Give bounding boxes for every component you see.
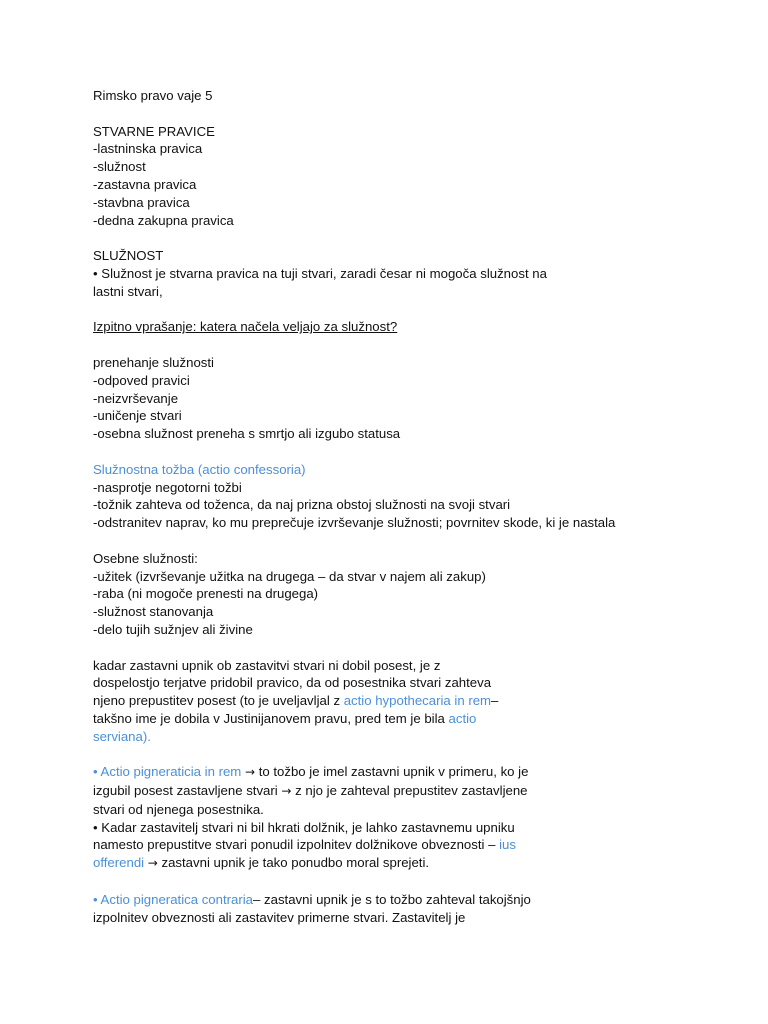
paragraph-line: • Služnost je stvarna pravica na tuji stvari, zaradi česar ni mogoča služnost na [93,265,547,281]
list-item: -raba (ni mogoče prenesti na drugega) [93,586,319,602]
paragraph-line: • Kadar zastavitelj stvari ni bil hkrati dolžnik, je lahko zastavnemu upniku [93,819,515,835]
text-run: takšno ime je dobila v Justinijanovem pravu, pred tem je bila [93,710,449,726]
paragraph-line: lastni stvari, [93,283,163,299]
list-item: -služnost stanovanja [93,604,214,620]
document-title: Rimsko pravo vaje 5 [93,88,213,103]
term-actio-hypothecaria: actio hypothecaria in rem [343,693,492,709]
paragraph-line: izpolnitev obveznosti ali zastavitev primerne stvari. Zastavitelj je [93,909,466,925]
paragraph-line [93,710,693,728]
spacer [93,229,693,247]
section-heading-sluznost: SLUŽNOST [93,248,164,264]
text-run: z njo je zahteval prepustitev zastavljene [291,783,528,799]
term-actio-serviana-cont: serviana). [93,728,151,744]
list-item: -uničenje stvari [93,408,182,424]
spacer [93,105,693,123]
term-actio-pigneraticia-in-rem: • Actio pigneraticia in rem [93,764,242,780]
paragraph-line: stvari od njenega posestnika. [93,801,264,817]
arrow-right-icon: → [281,784,292,799]
list-item: -odstranitev naprav, ko mu preprečuje izvrševanje služnosti; povrnitev skode, ki je nastala [93,515,616,531]
text-run: njeno prepustitev posest (to je uveljavljal z [93,693,344,709]
text-run: – [491,693,499,709]
paragraph-line [93,763,693,782]
paragraph-line [93,854,693,873]
list-item: -dedna zakupna pravica [93,212,234,228]
list-item: -užitek (izvrševanje užitka na drugega – da stvar v najem ali zakup) [93,568,486,584]
text-run: zastavni upnik je tako ponudbo moral sprejeti. [157,855,430,871]
arrow-right-icon: → [244,765,256,780]
list-item: -osebna služnost preneha s smrtjo ali izgubo statusa [93,426,401,442]
spacer [93,639,693,657]
text-run: izgubil posest zastavljene stvari [93,783,282,799]
text-run: namesto prepustitve stvari ponudil izpolnitev dolžnikove obveznosti – [93,837,500,853]
term-actio-serviana: actio [448,710,477,726]
spacer [93,443,693,461]
section-heading-tozba: Služnostna tožba (actio confessoria) [93,461,306,477]
spacer [93,532,693,550]
paragraph-line [93,836,693,854]
paragraph-line: kadar zastavni upnik ob zastavitvi stvari ni dobil posest, je z [93,657,441,673]
text-run: – zastavni upnik je s to tožbo zahteval takojšnjo [253,891,531,907]
spacer [93,301,693,319]
term-ius-offerendi-cont: offerendi [93,855,145,871]
list-item: -zastavna pravica [93,176,197,192]
list-item: -odpoved pravici [93,372,190,388]
spacer [93,745,693,763]
list-item: -neizvrševanje [93,390,179,406]
paragraph-line [93,891,693,909]
paragraph-line [93,782,693,801]
exam-question: Izpitno vprašanje: katera načela veljajo za služnost? [93,319,398,335]
list-item: -nasprotje negotorni tožbi [93,479,242,495]
paragraph-line [93,692,693,710]
document-page [93,87,693,926]
spacer [93,873,693,891]
list-item: -tožnik zahteva od toženca, da naj prizna obstoj služnosti na svoji stvari [93,497,511,513]
text-run: to tožbo je imel zastavni upnik v primeru, ko je [255,764,529,780]
section-heading-prenehanje: prenehanje služnosti [93,354,214,370]
term-ius-offerendi: ius [499,837,516,853]
list-item: -delo tujih sužnjev ali živine [93,621,253,637]
list-item: -stavbna pravica [93,194,190,210]
list-item: -služnost [93,159,146,175]
paragraph-line: dospelostjo terjatve pridobil pravico, da od posestnika stvari zahteva [93,675,492,691]
spacer [93,336,693,354]
section-heading-osebne: Osebne služnosti: [93,550,198,566]
arrow-right-icon: → [147,856,158,871]
list-item: -lastninska pravica [93,141,203,157]
section-heading-stvarne-pravice: STVARNE PRAVICE [93,123,215,139]
term-actio-pigneratica-contraria: • Actio pigneratica contraria [93,891,254,907]
